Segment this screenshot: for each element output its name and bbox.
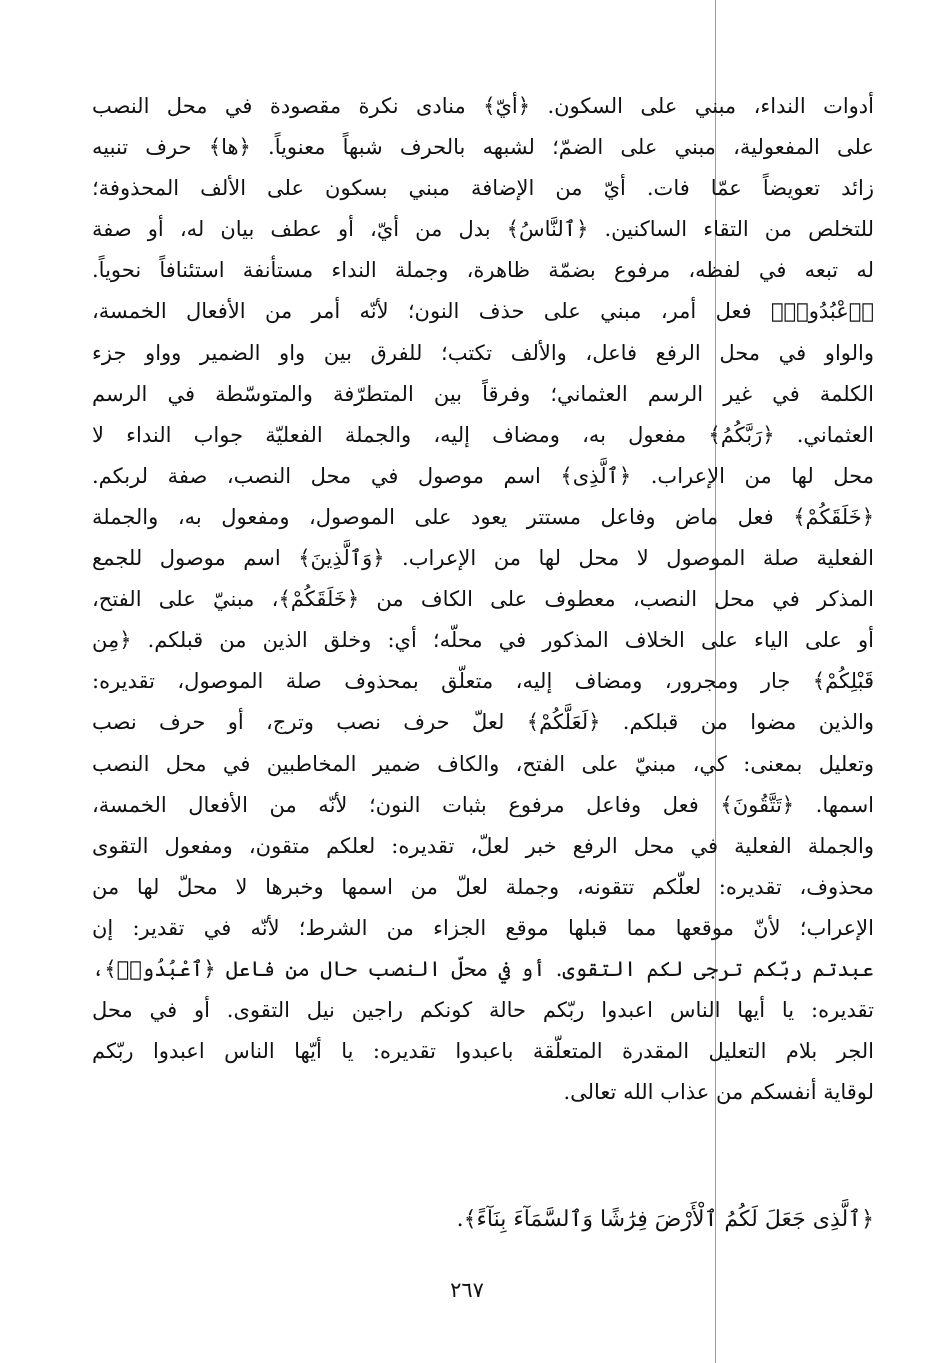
text-line: الكلمة في غير الرسم العثماني؛ وفرقاً بين المتطرّفة والمتوسّطة في الرسم (92, 381, 874, 406)
text-line: والذين مضوا من قبلكم. ﴿لَعَلَّكُمْ﴾ لعلّ حرف نصب وترج، أو حرف نصب (92, 710, 874, 735)
text-line: لوقاية أنفسكم من عذاب الله تعالى. (563, 1080, 874, 1105)
text-line: والجملة الفعلية في محل الرفع خبر لعلّ، تقديره: لعلكم متقون، ومفعول التقوى (92, 833, 874, 858)
text-line: وتعليل بمعنى: كي، مبنيّ على الفتح، والكاف ضمير المخاطبين في محل النصب (92, 751, 874, 776)
page-number: ٢٦٧ (450, 1278, 484, 1302)
text-line: أدوات النداء، مبني على السكون. ﴿أيّ﴾ منادى نكرة مقصودة في محل النصب (92, 94, 874, 118)
text-line: الجر بلام التعليل المقدرة المتعلّقة باعبدوا تقديره: يا أيّها الناس اعبدوا ربّكم (92, 1039, 874, 1064)
text-line: والواو في محل الرفع فاعل، والألف تكتب؛ للفرق بين واو الضمير وواو جزء (92, 340, 874, 365)
text-line: عبدتم ربّكم ترجى لكم التقوى. أو في محلّ النصب حال من فاعل ﴿ٱعْبُدُوا۟﴾، (92, 956, 874, 981)
text-line: ﴿ٱعْبُدُوا۟﴾ فعل أمر، مبني على حذف النون؛ لأنّه أمر من الأفعال الخمسة، (92, 299, 874, 324)
text-line: محل لها من الإعراب. ﴿ٱلَّذِى﴾ اسم موصول في محل النصب، صفة لربكم. (92, 463, 874, 488)
text-line: قَبْلِكُمْ﴾ جار ومجرور، ومضاف إليه، متعلّق بمحذوف صلة الموصول، تقديره: (92, 669, 874, 694)
quran-verse: ﴿ٱلَّذِى جَعَلَ لَكُمُ ٱلْأَرْضَ فِرَٰشًا وَٱلسَّمَآءَ بِنَآءً﴾. (456, 1207, 874, 1232)
text-line: العثماني. ﴿رَبَّكُمُ﴾ مفعول به، ومضاف إليه، والجملة الفعليّة جواب النداء لا (92, 422, 874, 447)
text-line: زائد تعويضاً عمّا فات. أيّ من الإضافة مبني بسكون على الألف المحذوفة؛ (92, 176, 874, 201)
text-line: على المفعولية، مبني على الضمّ؛ لشبهه بالحرف شبهاً معنوياً. ﴿ها﴾ حرف تنبيه (92, 135, 874, 160)
text-line: تقديره: يا أيها الناس اعبدوا ربّكم حالة كونكم راجين نيل التقوى. أو في محل (92, 998, 874, 1023)
text-line: الإعراب؛ لأنّ موقعها مما قبلها موقع الجزاء من الشرط؛ لأنّه في تقدير: إن (92, 915, 874, 940)
text-line: المذكر في محل النصب، معطوف على الكاف من ﴿خَلَقَكُمْ﴾، مبنيّ على الفتح، (92, 587, 874, 612)
text-line: ﴿خَلَقَكُمْ﴾ فعل ماض وفاعل مستتر يعود على الموصول، ومفعول به، والجملة (92, 504, 874, 529)
commentary-text-block (92, 86, 874, 1113)
text-line: اسمها. ﴿تَتَّقُونَ﴾ فعل وفاعل مرفوع بثبات النون؛ لأنّه من الأفعال الخمسة، (92, 792, 874, 817)
text-line: للتخلص من التقاء الساكنين. ﴿ٱلنَّاسُ﴾ بدل من أيّ، أو عطف بيان له، أو صفة (92, 217, 874, 242)
text-line: محذوف، تقديره: لعلّكم تتقونه، وجملة لعلّ من اسمها وخبرها لا محلّ لها من (92, 874, 874, 899)
text-line: أو على الياء على الخلاف المذكور في محلّه؛ أي: وخلق الذين من قبلكم. ﴿مِن (92, 628, 874, 653)
text-line: الفعلية صلة الموصول لا محل لها من الإعراب. ﴿وَٱلَّذِينَ﴾ اسم موصول للجمع (92, 546, 874, 571)
text-line: له تبعه في لفظه، مرفوع بضمّة ظاهرة، وجملة النداء مستأنفة استئنافاً نحوياً. (92, 258, 874, 283)
